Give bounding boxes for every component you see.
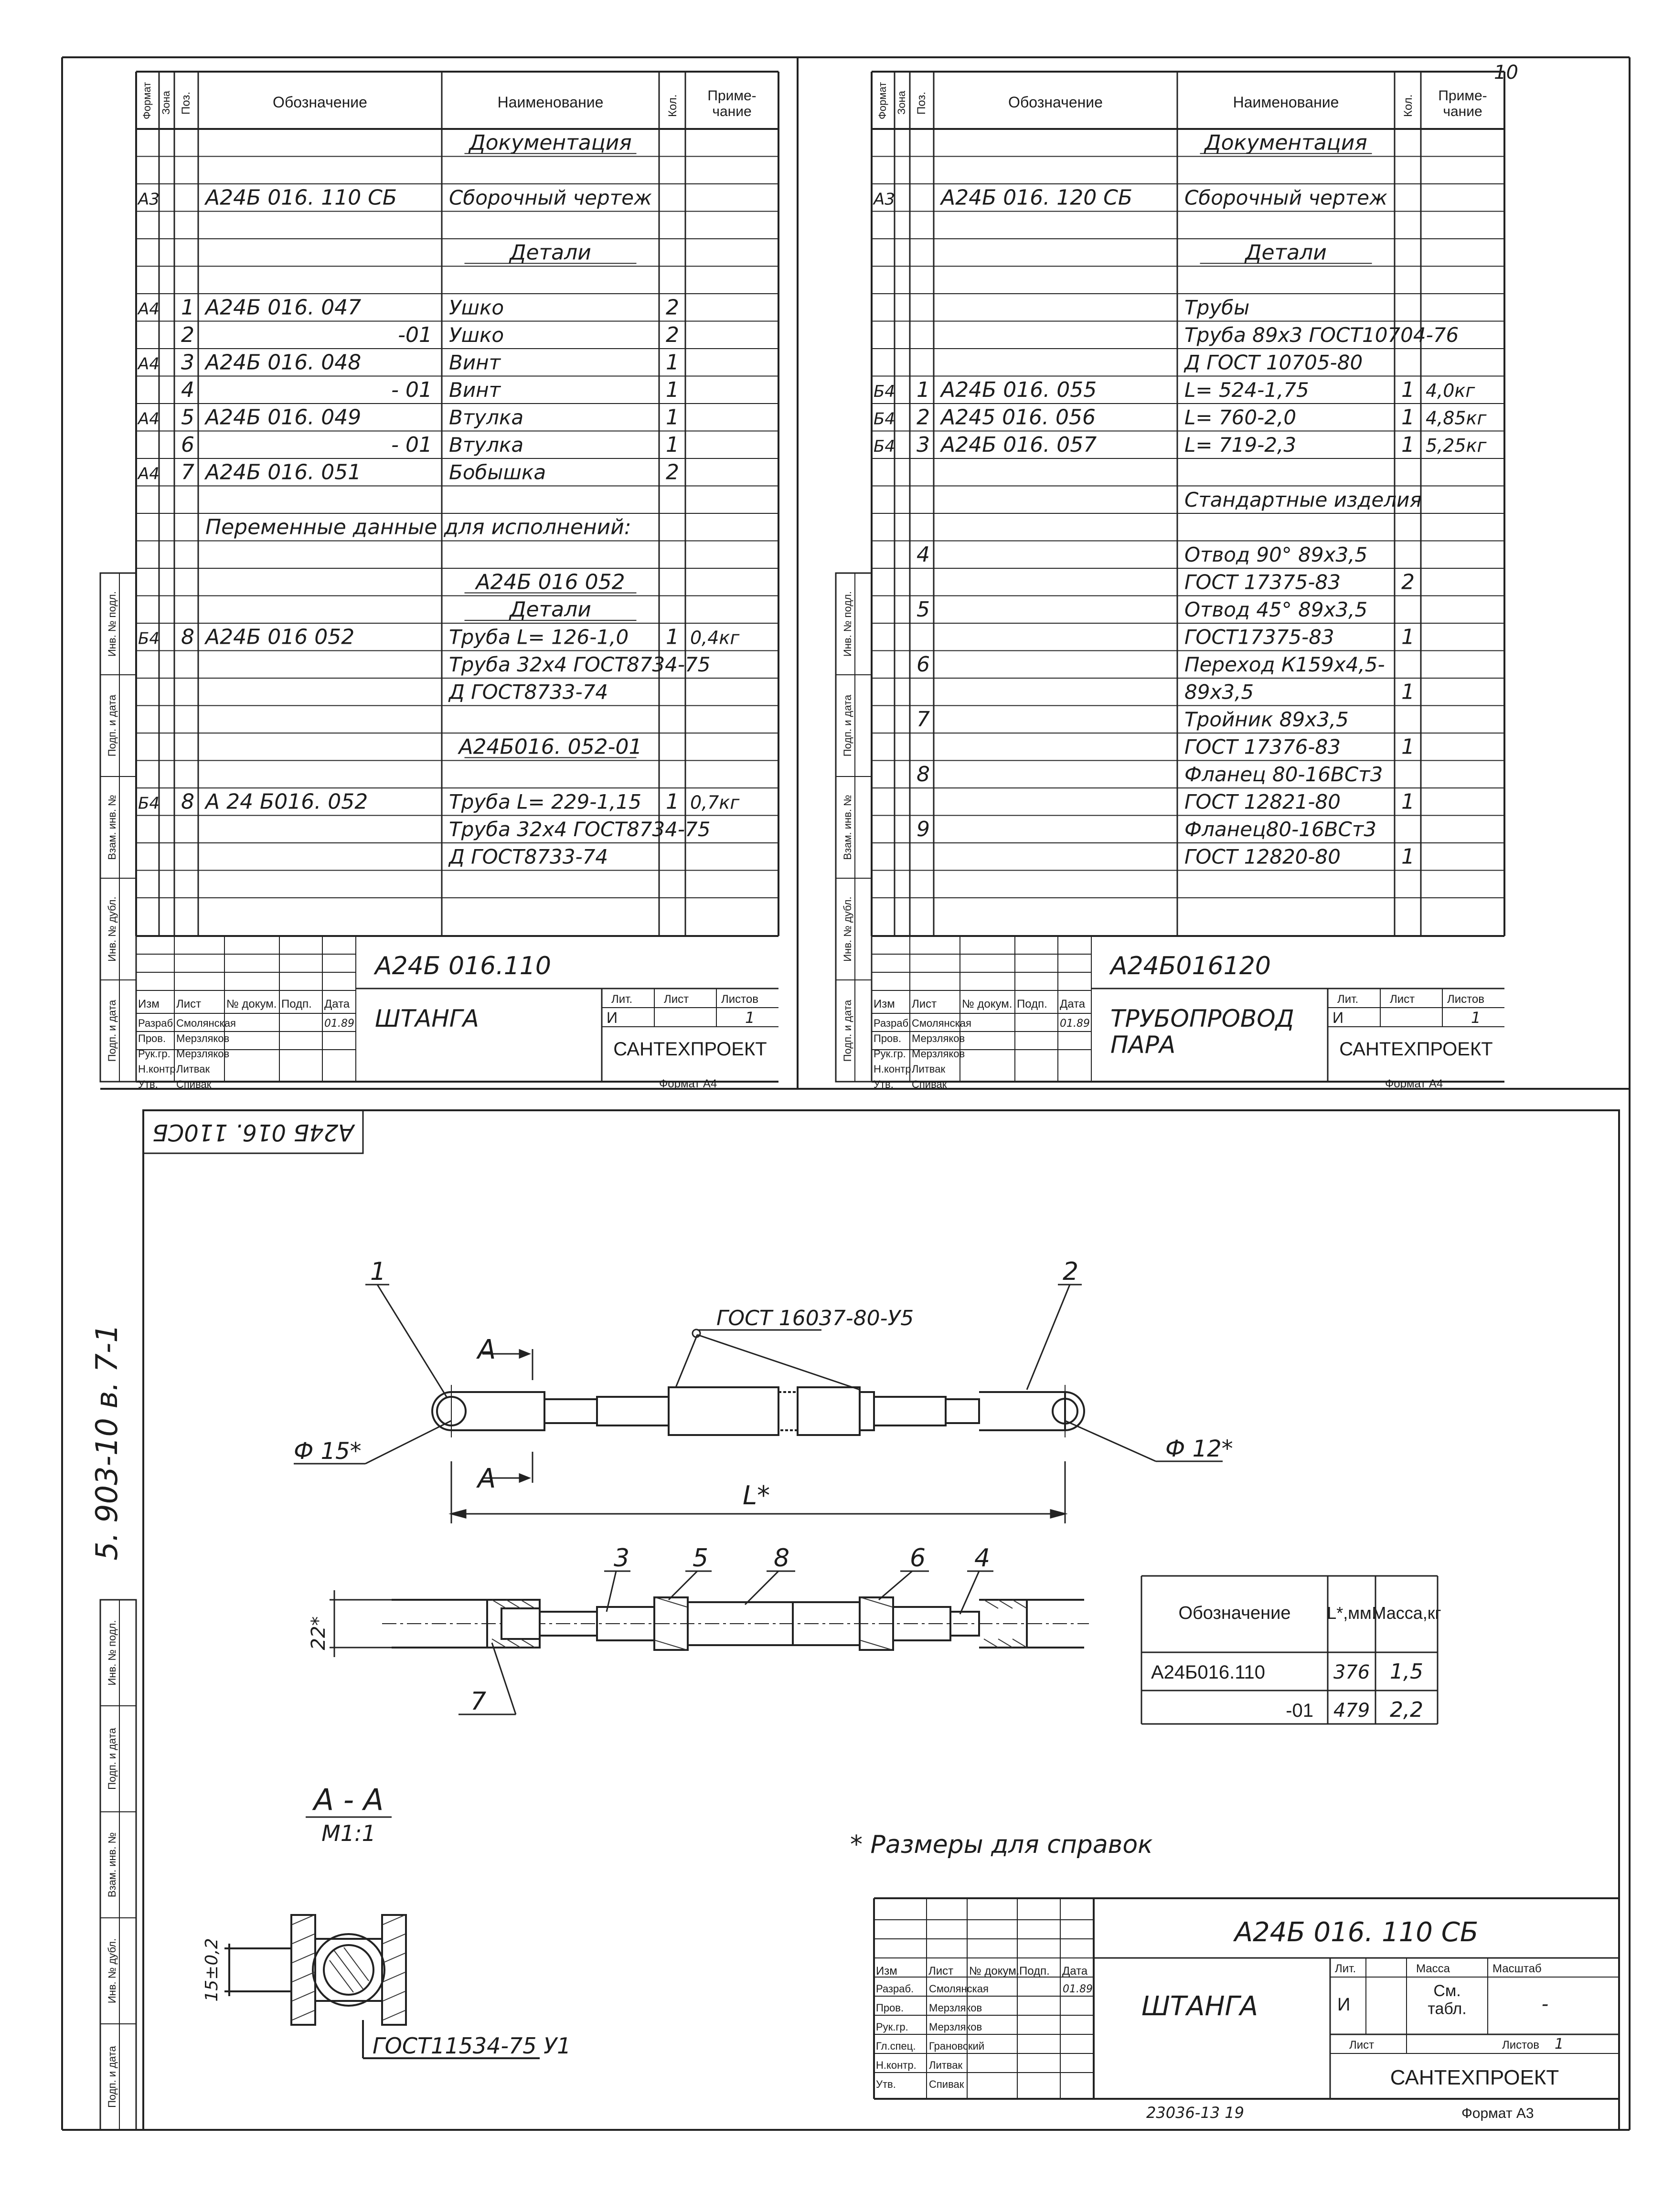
row-note: 4,0кг <box>1426 380 1475 401</box>
rod-section-view <box>382 1597 1089 1650</box>
title-block-col-label: Лист <box>912 998 937 1010</box>
row-name: Труба 89x3 ГОСТ10704-76 <box>1184 323 1459 347</box>
row-name: Документация <box>1205 130 1367 155</box>
lit-label: Лит. <box>1337 993 1359 1006</box>
row-note: 0,4кг <box>690 627 740 649</box>
row-name: Отвод 45° 89x3,5 <box>1184 598 1368 621</box>
callout-1: 1 <box>370 1257 386 1286</box>
stamp-label: Инв. № дубл. <box>106 1938 118 2004</box>
lit-value: И <box>1337 1995 1351 2015</box>
person-role: Разраб. <box>138 1017 176 1029</box>
sheets-label: Листов <box>1447 993 1484 1006</box>
length-label: L* <box>743 1480 770 1510</box>
stamp-label: Подп. и дата <box>842 1000 853 1062</box>
stamp-label: Подп. и дата <box>106 694 118 757</box>
row-designation: А24Б 016. 057 <box>941 433 1097 457</box>
sheets-label: Листов <box>721 993 758 1006</box>
person-date: 01.89 <box>1063 1983 1093 1995</box>
mass-label: Масса <box>1416 1962 1450 1975</box>
row-format: Б4 <box>138 629 160 649</box>
row-name: Сборочный чертеж <box>449 186 652 210</box>
stamp-label: Инв. № подл. <box>842 591 853 657</box>
section-hatch <box>292 1915 405 2020</box>
table-cell: А24Б016.110 <box>1151 1662 1266 1683</box>
row-designation: - 01 <box>391 378 432 402</box>
header-name: Наименование <box>497 94 604 111</box>
person-name: Смолянская <box>912 1017 971 1029</box>
person-role: Разраб. <box>874 1017 912 1029</box>
row-qty: 2 <box>1401 570 1415 595</box>
stamp-label: Взам. инв. № <box>106 1832 118 1898</box>
stamp-label: Взам. инв. № <box>842 795 853 860</box>
row-position: 3 <box>181 350 194 375</box>
header-qty: Кол. <box>666 94 679 117</box>
title-block-col-label: Лист <box>928 1965 954 1978</box>
row-name: Переход К159x4,5- <box>1184 653 1385 676</box>
person-name: Грановский <box>929 2040 985 2052</box>
row-name: Детали <box>1245 240 1327 265</box>
table-cell: 1,5 <box>1390 1659 1423 1684</box>
row-qty: 2 <box>666 460 679 485</box>
row-position: 7 <box>917 707 930 732</box>
row-name: Стандартные изделия <box>1184 488 1422 511</box>
row-designation: - 01 <box>391 433 432 457</box>
row-name: Д ГОСТ8733-74 <box>449 680 608 704</box>
row-name: Труба L= 126-1,0 <box>449 625 629 649</box>
row-qty: 1 <box>1401 433 1415 457</box>
callout-5: 5 <box>693 1544 709 1573</box>
mass-value: табл. <box>1428 1999 1467 2018</box>
corner-code: А24Б 016. 110СБ <box>152 1119 354 1146</box>
row-format: А4 <box>138 464 160 484</box>
callout-3: 3 <box>614 1544 630 1573</box>
title-block-col-label: Изм <box>138 998 160 1010</box>
row-qty: 1 <box>666 378 679 402</box>
row-position: 5 <box>917 597 930 622</box>
person-name: Спивак <box>912 1078 947 1090</box>
row-position: 7 <box>181 460 194 485</box>
person-name: Мерзляков <box>176 1032 230 1044</box>
person-name: Смолянская <box>176 1017 236 1029</box>
header-zone: Зона <box>895 91 907 115</box>
drawing-code: А24Б 016. 110 СБ <box>1234 1917 1479 1948</box>
person-role: Н.контр. <box>874 1063 914 1075</box>
row-name: Втулка <box>449 433 524 457</box>
scale-label: Масштаб <box>1492 1962 1542 1975</box>
title-block-col-label: Подп. <box>281 998 312 1010</box>
person-name: Мерзляков <box>912 1032 965 1044</box>
row-position: 8 <box>917 762 930 787</box>
stamp-label: Подп. и дата <box>842 694 853 757</box>
header-pos: Поз. <box>180 92 192 115</box>
row-note: 4,85кг <box>1426 407 1487 429</box>
person-date: 01.89 <box>324 1018 354 1030</box>
lit-value: И <box>607 1009 618 1026</box>
row-format: А4 <box>138 409 160 429</box>
header-designation: Обозначение <box>273 94 367 111</box>
row-designation: А245 016. 056 <box>941 405 1096 430</box>
row-designation: А24Б 016. 049 <box>205 405 362 430</box>
row-name: Фланец 80-16ВСт3 <box>1184 763 1383 786</box>
row-name: L= 760-2,0 <box>1184 405 1297 429</box>
row-name: Винт <box>449 351 501 374</box>
row-designation: Переменные данные для исполнений: <box>205 515 631 540</box>
row-name: А24Б 016 052 <box>476 570 625 595</box>
row-name: Трубы <box>1184 296 1250 319</box>
table-cell: -01 <box>1286 1700 1313 1721</box>
header-format: Формат <box>141 82 153 119</box>
row-designation: А24Б 016. 055 <box>941 378 1097 402</box>
rod-top-view <box>432 1385 1084 1437</box>
row-note: 5,25кг <box>1426 435 1487 456</box>
stamp-label: Взам. инв. № <box>106 795 118 860</box>
title-block-code: А24Б 016.110 <box>375 952 551 980</box>
row-name: Документация <box>469 130 632 155</box>
title-block-col-label: Дата <box>1062 1965 1088 1978</box>
left-specification <box>136 72 778 1090</box>
person-role: Рук.гр. <box>138 1048 171 1060</box>
stamp-label: Подп. и дата <box>106 1728 118 1790</box>
person-name: Мерзляков <box>912 1048 965 1060</box>
header-zone: Зона <box>160 91 172 115</box>
sheet-number: 10 <box>1494 62 1518 84</box>
section-mark-bottom: А <box>478 1463 496 1494</box>
organization: САНТЕХПРОЕКТ <box>613 1039 767 1060</box>
sheet-label: Лист <box>664 993 689 1006</box>
title-block-col-label: № докум. <box>969 1965 1020 1978</box>
person-name: Литвак <box>912 1063 946 1075</box>
row-designation: А24Б 016. 051 <box>205 460 362 485</box>
row-qty: 1 <box>1401 378 1415 402</box>
row-position: 5 <box>181 405 194 430</box>
sheets-value: 1 <box>1555 2036 1564 2052</box>
series-code: 5. 903-10 в. 7-1 <box>89 1324 124 1561</box>
row-qty: 1 <box>666 433 679 457</box>
row-designation: -01 <box>398 323 432 347</box>
title-block-col-label: Лист <box>176 998 202 1010</box>
section-arrows <box>482 1349 533 1483</box>
row-format: А3 <box>874 190 895 209</box>
title-block-col-label: Изм <box>876 1965 897 1978</box>
stamp-label: Инв. № дубл. <box>106 896 118 962</box>
format-label: Формат А4 <box>659 1077 717 1090</box>
title-block-col-label: Дата <box>324 998 350 1010</box>
stamp-label: Подп. и дата <box>106 2046 118 2108</box>
row-name: Ушко <box>449 323 504 347</box>
person-date: 01.89 <box>1060 1018 1090 1030</box>
header-format: Формат <box>876 82 888 119</box>
organization: САНТЕХПРОЕКТ <box>1339 1039 1493 1060</box>
row-format: Б4 <box>874 409 895 429</box>
header-note: чание <box>1443 104 1482 119</box>
header-name: Наименование <box>1233 94 1339 111</box>
row-name: Сборочный чертеж <box>1184 186 1387 210</box>
section-scale: М1:1 <box>321 1820 376 1846</box>
title-block-col-label: Изм <box>874 998 895 1010</box>
person-role: Пров. <box>876 2002 904 2014</box>
stamp-label: Инв. № подл. <box>106 1620 118 1686</box>
callout-6: 6 <box>910 1544 926 1573</box>
row-position: 9 <box>917 817 930 841</box>
person-role: Рук.гр. <box>874 1048 906 1060</box>
row-designation: А24Б 016. 110 СБ <box>205 185 397 210</box>
sheet-label: Лист <box>1349 2039 1375 2052</box>
person-role: Разраб. <box>876 1983 914 1995</box>
person-name: Смолянская <box>929 1983 989 1995</box>
sheet-label: Лист <box>1390 993 1415 1006</box>
person-role: Утв. <box>138 1078 158 1090</box>
title-block-title: ТРУБОПРОВОД <box>1110 1005 1294 1032</box>
section-dimension: 15±0,2 <box>202 1938 222 2002</box>
row-designation: А24Б 016. 120 СБ <box>941 185 1133 210</box>
row-name: Труба 32x4 ГОСТ8734-75 <box>449 653 711 676</box>
row-position: 3 <box>917 433 930 457</box>
row-format: А3 <box>138 190 160 209</box>
person-role: Рук.гр. <box>876 2021 908 2033</box>
header-note: чание <box>712 104 752 119</box>
callout-2: 2 <box>1063 1257 1079 1286</box>
row-name: ГОСТ 17376-83 <box>1184 735 1341 759</box>
row-name: А24Б016. 052-01 <box>458 734 642 759</box>
gost-section-label: ГОСТ11534-75 У1 <box>373 2033 571 2059</box>
row-qty: 1 <box>666 789 679 814</box>
title-block-col-label: Дата <box>1060 998 1086 1010</box>
row-name: Фланец80-16ВСт3 <box>1184 818 1376 841</box>
row-qty: 1 <box>1401 625 1415 649</box>
row-position: 6 <box>917 652 930 677</box>
person-name: Мерзляков <box>929 2021 982 2033</box>
sheets-value: 1 <box>745 1009 755 1027</box>
header-pos: Поз. <box>915 92 928 115</box>
person-role: Н.контр. <box>138 1063 179 1075</box>
row-name: Отвод 90° 89x3,5 <box>1184 543 1368 566</box>
row-name: Бобышка <box>449 460 546 484</box>
row-position: 4 <box>917 542 930 567</box>
variant-table <box>1141 1576 1441 1724</box>
row-name: ГОСТ 12821-80 <box>1184 790 1341 814</box>
reference-note: * Размеры для справок <box>850 1830 1153 1859</box>
assembly-drawing <box>89 1110 1619 2130</box>
callout-4: 4 <box>974 1544 991 1573</box>
table-cell: 376 <box>1333 1661 1370 1683</box>
header-qty: Кол. <box>1402 94 1415 117</box>
row-name: Труба L= 229-1,15 <box>449 790 641 814</box>
row-name: ГОСТ 17375-83 <box>1184 570 1341 594</box>
row-qty: 2 <box>666 295 679 320</box>
person-role: Н.контр. <box>876 2059 917 2071</box>
person-role: Пров. <box>138 1032 166 1044</box>
row-qty: 1 <box>666 625 679 649</box>
stamp-label: Инв. № дубл. <box>842 896 853 962</box>
diameter-right: Ф 12* <box>1165 1436 1233 1462</box>
row-name: Д ГОСТ 10705-80 <box>1184 351 1363 374</box>
bottom-number: 23036-13 19 <box>1146 2104 1244 2122</box>
row-qty: 1 <box>1401 844 1415 869</box>
row-name: Труба 32x4 ГОСТ8734-75 <box>449 818 711 841</box>
row-format: Б4 <box>874 437 895 456</box>
lit-label: Лит. <box>1335 1962 1356 1975</box>
scale-value: - <box>1541 1993 1549 2015</box>
sheets-value: 1 <box>1471 1009 1481 1027</box>
table-header: Масса,кг <box>1372 1603 1441 1623</box>
row-position: 4 <box>181 378 194 402</box>
right-specification <box>872 72 1504 1090</box>
row-format: Б4 <box>138 794 160 813</box>
table-cell: 2,2 <box>1390 1698 1423 1722</box>
person-role: Утв. <box>876 2078 896 2090</box>
row-name: ГОСТ17375-83 <box>1184 625 1334 649</box>
callout-8: 8 <box>774 1544 790 1573</box>
stamp-label: Инв. № подл. <box>106 591 118 657</box>
header-note: Приме- <box>1438 88 1487 104</box>
format-label: Формат А4 <box>1385 1077 1443 1090</box>
person-name: Спивак <box>176 1078 212 1090</box>
section-mark-top: А <box>478 1334 496 1365</box>
lit-value: И <box>1333 1009 1343 1026</box>
lit-label: Лит. <box>611 993 633 1006</box>
row-qty: 1 <box>1401 789 1415 814</box>
title-block-col-label: Подп. <box>1017 998 1047 1010</box>
person-name: Литвак <box>176 1063 210 1075</box>
row-name: Детали <box>510 597 591 622</box>
title-block-title: ШТАНГА <box>375 1005 479 1032</box>
row-position: 8 <box>181 789 194 814</box>
row-designation: А24Б 016. 047 <box>205 295 362 320</box>
person-role: Утв. <box>874 1078 894 1090</box>
header-designation: Обозначение <box>1008 94 1103 111</box>
header-note: Приме- <box>707 88 757 104</box>
table-cell: 479 <box>1333 1700 1370 1722</box>
row-qty: 1 <box>666 405 679 430</box>
row-designation: А 24 Б016. 052 <box>205 789 368 814</box>
title-block-col-label: Подп. <box>1019 1965 1050 1978</box>
row-format: А4 <box>138 354 160 374</box>
format-label: Формат А3 <box>1461 2106 1534 2121</box>
person-name: Литвак <box>929 2059 963 2071</box>
row-name: Д ГОСТ8733-74 <box>449 845 608 869</box>
title-block-code: А24Б016120 <box>1110 952 1271 980</box>
dimension-22: 22* <box>308 1616 330 1650</box>
drawing-title: ШТАНГА <box>1141 1991 1258 2022</box>
row-format: А4 <box>138 299 160 319</box>
row-position: 8 <box>181 625 194 649</box>
diameter-left: Ф 15* <box>294 1438 362 1465</box>
person-name: Спивак <box>929 2078 964 2090</box>
row-name: Детали <box>510 240 591 265</box>
gost-weld-label: ГОСТ 16037-80-У5 <box>716 1306 914 1330</box>
row-position: 2 <box>917 405 930 430</box>
row-position: 6 <box>181 433 194 457</box>
callout-7: 7 <box>470 1687 487 1716</box>
row-format: Б4 <box>874 382 895 401</box>
row-name: Тройник 89x3,5 <box>1184 708 1349 731</box>
person-name: Мерзляков <box>929 2002 982 2014</box>
row-designation: А24Б 016 052 <box>205 625 355 649</box>
row-name: 89x3,5 <box>1184 680 1254 704</box>
title-block-col-label: № докум. <box>226 998 277 1010</box>
row-position: 2 <box>181 323 194 347</box>
stamp-label: Подп. и дата <box>106 1000 118 1062</box>
row-qty: 1 <box>1401 734 1415 759</box>
section-title: А - А <box>313 1782 384 1817</box>
table-header: L*,мм. <box>1327 1603 1376 1623</box>
row-name: Втулка <box>449 405 524 429</box>
table-header: Обозначение <box>1178 1603 1291 1623</box>
organization: САНТЕХПРОЕКТ <box>1390 2066 1559 2089</box>
title-block-title: ПАРА <box>1110 1031 1176 1059</box>
mass-value: См. <box>1433 1982 1461 2000</box>
row-qty: 1 <box>1401 680 1415 704</box>
row-name: Ушко <box>449 296 504 319</box>
row-qty: 1 <box>666 350 679 375</box>
drawing-title-block <box>874 1898 1619 2122</box>
row-name: L= 524-1,75 <box>1184 378 1309 402</box>
row-position: 1 <box>917 378 930 402</box>
person-name: Мерзляков <box>176 1048 230 1060</box>
row-qty: 1 <box>1401 405 1415 430</box>
row-name: Винт <box>449 378 501 402</box>
sheets-label: Листов <box>1502 2039 1539 2052</box>
row-position: 1 <box>181 295 194 320</box>
person-role: Гл.спец. <box>876 2040 916 2052</box>
row-qty: 2 <box>666 323 679 347</box>
row-designation: А24Б 016. 048 <box>205 350 362 375</box>
row-name: L= 719-2,3 <box>1184 433 1297 457</box>
title-block-col-label: № докум. <box>962 998 1013 1010</box>
row-name: ГОСТ 12820-80 <box>1184 845 1341 869</box>
person-role: Пров. <box>874 1032 902 1044</box>
row-note: 0,7кг <box>690 792 740 813</box>
